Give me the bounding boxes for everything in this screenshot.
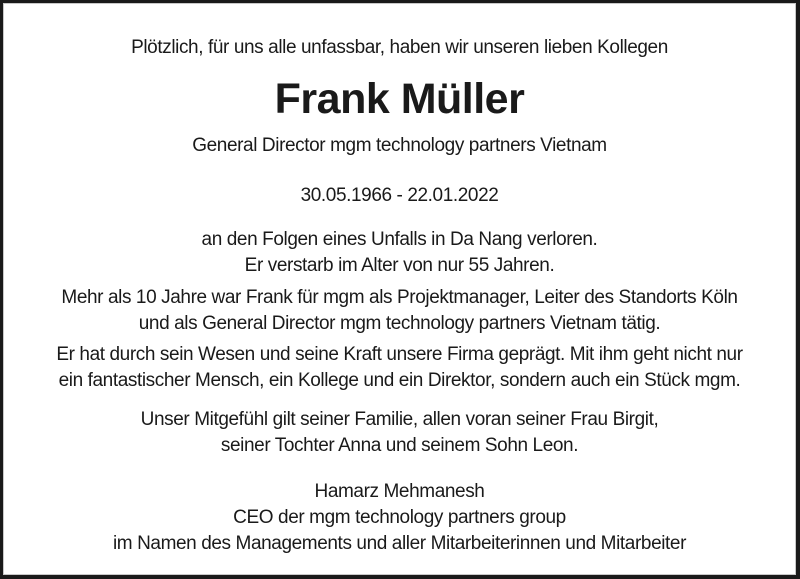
life-dates: 30.05.1966 - 22.01.2022 [300, 185, 499, 206]
paragraph-line: an den Folgen eines Unfalls in Da Nang verloren. [201, 229, 598, 250]
signature-block [3, 479, 796, 557]
paragraph-tribute [3, 342, 796, 394]
paragraph-condolence [3, 407, 796, 459]
obituary-notice [3, 3, 796, 557]
paragraph-line: Mehr als 10 Jahre war Frank für mgm als Projektmanager, Leiter des Standorts Köln [61, 287, 738, 308]
paragraph-career [3, 285, 796, 337]
signature-on-behalf: im Namen des Managements und aller Mitarbeiterinnen und Mitarbeiter [112, 533, 687, 554]
paragraph-line: und als General Director mgm technology partners Vietnam tätig. [138, 313, 661, 334]
signature-name: Hamarz Mehmanesh [314, 481, 485, 502]
paragraph-line: seiner Tochter Anna und seinem Sohn Leon. [220, 435, 579, 456]
signature-role: CEO der mgm technology partners group [233, 507, 566, 528]
intro-line: Plötzlich, für uns alle unfassbar, haben wir unseren lieben Kollegen [131, 37, 668, 58]
deceased-name: Frank Müller [274, 75, 525, 123]
paragraph-line: Er verstarb im Alter von nur 55 Jahren. [244, 255, 555, 276]
paragraph-line: Er hat durch sein Wesen und seine Kraft unsere Firma geprägt. Mit ihm geht nicht nur [56, 344, 743, 365]
paragraph-loss [3, 227, 796, 279]
deceased-role: General Director mgm technology partners Vietnam [192, 135, 607, 156]
paragraph-line: Unser Mitgefühl gilt seiner Familie, allen voran seiner Frau Birgit, [140, 409, 659, 430]
paragraph-line: ein fantastischer Mensch, ein Kollege und ein Direktor, sondern auch ein Stück mgm. [58, 370, 741, 391]
